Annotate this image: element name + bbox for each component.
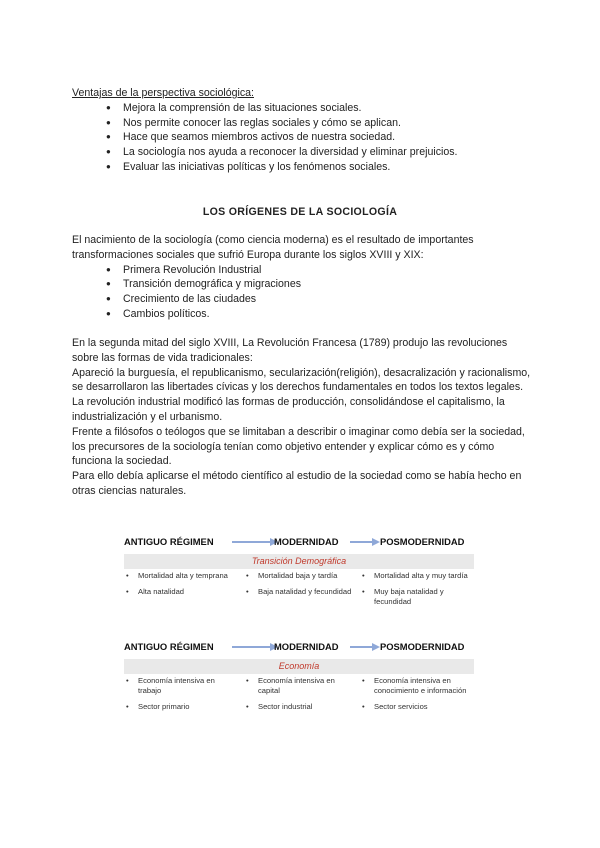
column [360, 571, 474, 613]
column [244, 676, 356, 718]
stage-label: POSMODERNIDAD [380, 536, 465, 547]
paragraph: Apareció la burguesía, el republicanismo, secularización(religión), desacralización y racionalismo, se desarrollaron las libertades cívicas y los derechos fundamentales en todos los textos legales. [72, 366, 531, 394]
list-item: • Alta natalidad [124, 587, 244, 597]
list-item: • Baja natalidad y fecundidad [244, 587, 356, 597]
list-item: • Sector servicios [360, 702, 474, 712]
stage-row [124, 532, 474, 552]
list-item: • Mortalidad alta y muy tardía [360, 571, 474, 581]
intro-paragraph: El nacimiento de la sociología (como ciencia moderna) es el resultado de importantes transformaciones sociales que sufrió Europa durante los siglos XVIII y XIX: [72, 234, 474, 261]
list-item: ● Evaluar las iniciativas políticas y los fenómenos sociales. [106, 160, 532, 175]
diagram-columns [124, 674, 474, 736]
list-item: • Sector industrial [244, 702, 356, 712]
paragraph: Frente a filósofos o teólogos que se limitaban a describir o imaginar como debía ser la sociedad, los precursores de la sociología tenían como objetivo entender y explicar cómo es y cómo funciona la sociedad. [72, 425, 525, 468]
economy-diagram [124, 637, 474, 736]
origins-intro-section [72, 233, 532, 322]
list-item: ● Cambios políticos. [106, 307, 532, 322]
column [360, 676, 474, 718]
stage-label: ANTIGUO RÉGIMEN [124, 641, 214, 652]
arrow-right-icon [350, 643, 380, 651]
list-item: • Muy baja natalidad y fecundidad [360, 587, 474, 607]
band-label: Transición Demográfica [124, 554, 474, 569]
origins-body [72, 336, 532, 499]
demographic-transition-diagram [124, 532, 474, 631]
list-item: • Sector primario [124, 702, 236, 712]
arrow-right-icon [232, 643, 278, 651]
diagram-columns [124, 569, 474, 631]
stage-label: MODERNIDAD [274, 536, 339, 547]
column [124, 571, 244, 603]
column [244, 571, 356, 603]
list-item: • Mortalidad baja y tardía [244, 571, 356, 581]
list-item: ● Crecimiento de las ciudades [106, 292, 532, 307]
advantages-section [72, 86, 532, 175]
paragraph: Para ello debía aplicarse el método científico al estudio de la sociedad como se había hecho en otras ciencias naturales. [72, 470, 522, 497]
stage-label: MODERNIDAD [274, 641, 339, 652]
list-item: ● Primera Revolución Industrial [106, 263, 532, 278]
list-item: • Economía intensiva en capital [244, 676, 356, 696]
list-item: ● Transición demográfica y migraciones [106, 277, 532, 292]
transformations-list [72, 263, 532, 322]
list-item: • Economía intensiva en trabajo [124, 676, 236, 696]
list-item: ● Mejora la comprensión de las situaciones sociales. [106, 101, 532, 116]
stage-label: ANTIGUO RÉGIMEN [124, 536, 214, 547]
paragraph: En la segunda mitad del siglo XVIII, La Revolución Francesa (1789) produjo las revoluciones sobre las formas de vida tradicionales: [72, 337, 508, 364]
list-item: ● Nos permite conocer las reglas sociales y cómo se aplican. [106, 116, 532, 131]
arrow-right-icon [232, 538, 278, 546]
advantages-heading: Ventajas de la perspectiva sociológica: [72, 87, 254, 99]
list-item: • Economía intensiva en conocimiento e información [360, 676, 474, 696]
band-label: Economía [124, 659, 474, 674]
list-item: ● La sociología nos ayuda a reconocer la diversidad y eliminar prejuicios. [106, 145, 532, 160]
section-title: LOS ORÍGENES DE LA SOCIOLOGÍA [202, 206, 398, 218]
arrow-right-icon [350, 538, 380, 546]
stage-row [124, 637, 474, 657]
list-item: • Mortalidad alta y temprana [124, 571, 244, 581]
stage-label: POSMODERNIDAD [380, 641, 465, 652]
list-item: ● Hace que seamos miembros activos de nuestra sociedad. [106, 130, 532, 145]
column [124, 676, 236, 718]
paragraph: La revolución industrial modificó las formas de producción, consolidándose el capitalismo, la industrialización y el urbanismo. [72, 396, 505, 423]
advantages-list [72, 101, 532, 175]
